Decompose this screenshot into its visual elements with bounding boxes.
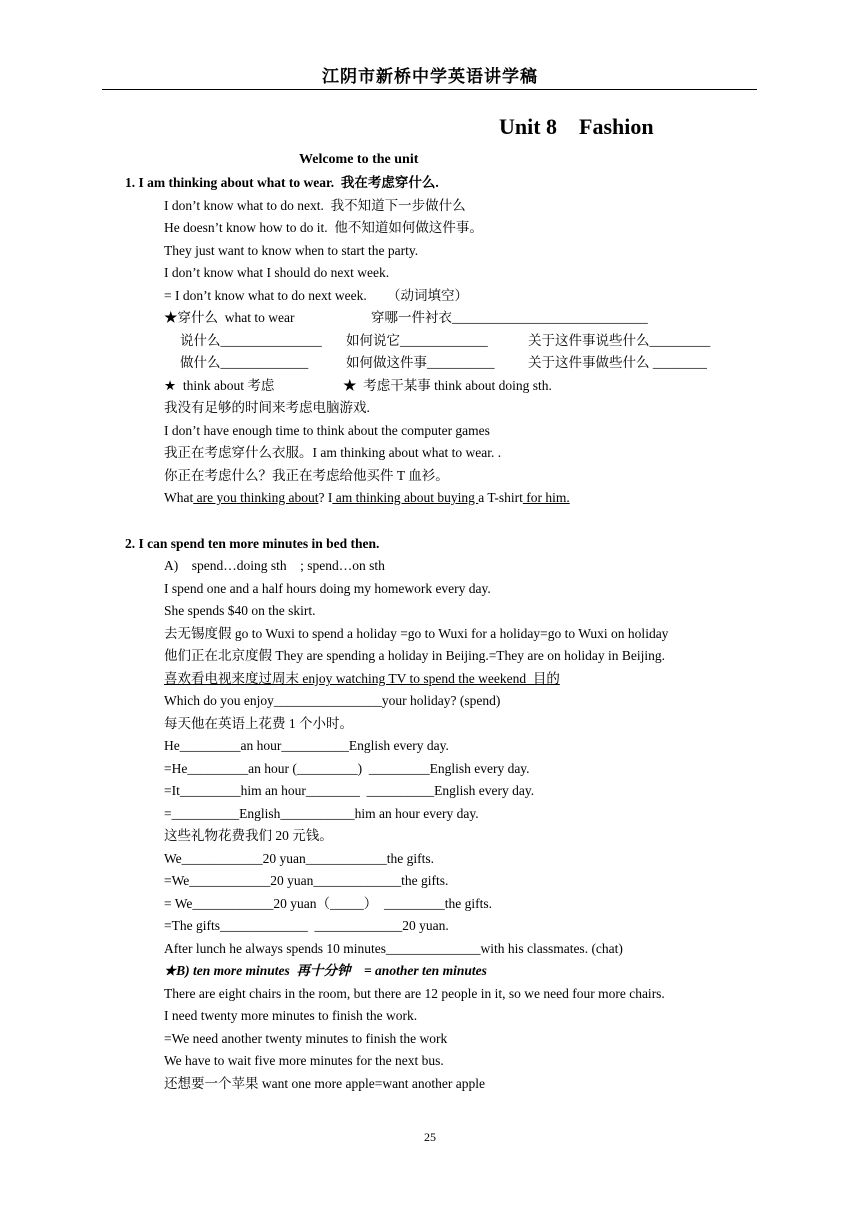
s1-answer-line: [164, 489, 570, 507]
s1-line: They just want to know when to start the party.: [164, 243, 419, 258]
s2-line: We have to wait five more minutes for the next bus.: [164, 1053, 444, 1068]
s2-line: 每天他在英语上花费 1 个小时。: [164, 716, 353, 731]
fill-in-item: 如何做这件事__________: [346, 355, 495, 370]
underlined-segment: for him.: [522, 490, 570, 505]
fill-in-item: 做什么_____________: [180, 355, 309, 370]
s2-line: 这些礼物花费我们 20 元钱。: [164, 828, 333, 843]
s1-line: = I don’t know what to do next week. （动词填空）: [164, 288, 468, 303]
s2-line: She spends $40 on the skirt.: [164, 603, 316, 618]
s2-line: 他们正在北京度假 They are spending a holiday in Beijing.=They are on holiday in Beijing.: [164, 648, 666, 663]
s2-heading: 2. I can spend ten more minutes in bed then.: [125, 536, 380, 551]
s2-line: =It_________him an hour________ __________English every day.: [164, 783, 535, 798]
section-title: Welcome to the unit: [299, 152, 419, 167]
s2-line: =We____________20 yuan_____________the gifts.: [164, 873, 449, 888]
s1-line: I don’t know what I should do next week.: [164, 265, 390, 280]
s1-heading: 1. I am thinking about what to wear. 我在考虑穿什么.: [125, 175, 439, 190]
text-segment: What: [164, 490, 194, 505]
s2-subheading-b: ★B) ten more minutes 再十分钟 = another ten minutes: [164, 963, 487, 978]
s2-line: After lunch he always spends 10 minutes______________with his classmates. (chat): [164, 941, 623, 956]
s2-line: I spend one and a half hours doing my homework every day.: [164, 581, 491, 596]
s1-line: 穿哪一件衬衣_____________________________: [371, 310, 648, 325]
s2-subheading-a: A) spend…doing sth ; spend…on sth: [164, 558, 385, 573]
s1-line: I don’t know what to do next. 我不知道下一步做什么: [164, 198, 466, 213]
s2-line: =We need another twenty minutes to finish the work: [164, 1031, 448, 1046]
header-rule: [102, 89, 757, 90]
s1-line: ★ think about 考虑: [164, 378, 275, 393]
s2-line: 还想要一个苹果 want one more apple=want another apple: [164, 1076, 486, 1091]
fill-in-item: 关于这件事说些什么_________: [528, 333, 711, 348]
s1-line: 你正在考虑什么？我正在考虑给他买件 T 血衫。: [164, 468, 449, 483]
s1-line: He doesn’t know how to do it. 他不知道如何做这件事。: [164, 220, 483, 235]
fill-in-item: 关于这件事做些什么 ________: [528, 355, 707, 370]
s2-line: 喜欢看电视来度过周末 enjoy watching TV to spend the weekend 目的: [164, 671, 560, 686]
s2-line: = We____________20 yuan（_____） _________the gifts.: [164, 896, 493, 911]
text-segment: ? I: [318, 490, 333, 505]
page-header: 江阴市新桥中学英语讲学稿: [322, 67, 538, 87]
s2-line: 去无锡度假 go to Wuxi to spend a holiday =go to Wuxi for a holiday=go to Wuxi on holiday: [164, 626, 669, 641]
underlined-segment: thinking about: [236, 490, 319, 505]
s2-line: I need twenty more minutes to finish the work.: [164, 1008, 418, 1023]
s2-line: We____________20 yuan____________the gifts.: [164, 851, 435, 866]
underlined-segment: are you: [193, 490, 237, 505]
s2-line: He_________an hour__________English every day.: [164, 738, 449, 753]
fill-in-item: 说什么_______________: [180, 333, 322, 348]
text-segment: a T-shirt: [478, 490, 523, 505]
underlined-segment: am thinking about buying: [332, 490, 479, 505]
s2-line: Which do you enjoy________________your holiday? (spend): [164, 693, 501, 708]
s2-line: There are eight chairs in the room, but there are 12 people in it, so we need four more chairs.: [164, 986, 665, 1001]
fill-in-item: 如何说它_____________: [346, 333, 488, 348]
page-number: 25: [424, 1130, 436, 1144]
s1-line: ★ 考虑干某事 think about doing sth.: [343, 378, 552, 393]
s2-line: =He_________an hour (_________) _________English every day.: [164, 761, 530, 776]
s2-line: =The gifts_____________ _____________20 yuan.: [164, 918, 449, 933]
s1-line: I don’t have enough time to think about the computer games: [164, 423, 490, 438]
unit-title: Unit 8 Fashion: [499, 114, 654, 139]
s2-line: =__________English___________him an hour every day.: [164, 806, 479, 821]
s1-line: 我正在考虑穿什么衣服。I am thinking about what to wear. .: [164, 445, 502, 460]
s1-line: 我没有足够的时间来考虑电脑游戏.: [164, 400, 370, 415]
s1-line: ★穿什么 what to wear: [164, 310, 295, 325]
